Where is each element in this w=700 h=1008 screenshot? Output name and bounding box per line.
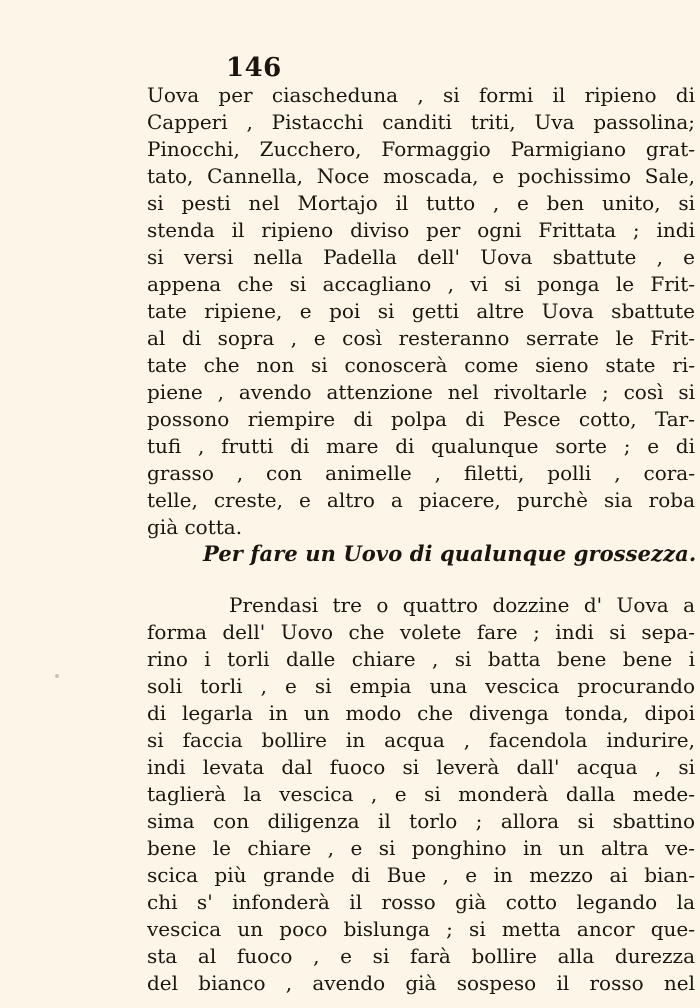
text-line: taglierà la vescica , e si monderà dalla mede- (147, 782, 695, 806)
text-line: tato, Cannella, Noce moscada, e pochissimo Sale, (147, 164, 695, 188)
text-line: bene le chiare , e si ponghino in un altra ve- (147, 836, 695, 860)
text-line: al di sopra , e così resteranno serrate le Frit- (147, 326, 695, 350)
text-line: chi s' infonderà il rosso già cotto legando la (147, 890, 695, 914)
text-line: rino i torli dalle chiare , si batta bene bene i (147, 647, 695, 671)
text-line: già cotta. (147, 515, 243, 539)
text-line: tate ripiene, e poi si getti altre Uova sbattute (147, 299, 695, 323)
text-line: indi levata dal fuoco si leverà dall' acqua , si (147, 755, 695, 779)
text-line: sta al fuoco , e si farà bollire alla durezza (147, 944, 695, 968)
egg-recipe-paragraph (147, 592, 695, 997)
text-line: scica più grande di Bue , e in mezzo ai bian- (147, 863, 695, 887)
text-line: Pinocchi, Zucchero, Formaggio Parmigiano grat- (147, 137, 695, 161)
section-heading: Per fare un Uovo di qualunque grossezza. (203, 541, 697, 566)
recipe-continuation-paragraph (147, 82, 695, 541)
text-line: stenda il ripieno diviso per ogni Frittata ; indi (147, 218, 695, 242)
text-line: si versi nella Padella dell' Uova sbattute , e (147, 245, 695, 269)
text-line: si pesti nel Mortajo il tutto , e ben unito, si (147, 191, 695, 215)
text-line: Prendasi tre o quattro dozzine d' Uova a (229, 593, 695, 617)
text-line: vescica un poco bislunga ; si metta ancor que- (147, 917, 695, 941)
text-line: tufi , frutti di mare di qualunque sorte ; e di (147, 434, 695, 458)
text-line: del bianco , avendo già sospeso il rosso nel (147, 971, 695, 995)
text-line: sima con diligenza il torlo ; allora si sbattino (147, 809, 695, 833)
text-line: telle, creste, e altro a piacere, purchè sia roba (147, 488, 695, 512)
text-line: appena che si accagliano , vi si ponga le Frit- (147, 272, 695, 296)
text-line: si faccia bollire in acqua , facendola indurire, (147, 728, 695, 752)
text-line: Uova per ciascheduna , si formi il ripieno di (147, 83, 695, 107)
text-line: forma dell' Uovo che volete fare ; indi si sepa- (147, 620, 695, 644)
text-line: soli torli , e si empia una vescica procurando (147, 674, 695, 698)
text-line: piene , avendo attenzione nel rivoltarle ; così si (147, 380, 695, 404)
text-line: Capperi , Pistacchi canditi triti, Uva passolina; (147, 110, 695, 134)
text-line: grasso , con animelle , filetti, polli , cora- (147, 461, 695, 485)
page-number: 146 (226, 53, 282, 83)
text-line: possono riempire di polpa di Pesce cotto, Tar- (147, 407, 695, 431)
text-line: di legarla in un modo che divenga tonda, dipoi (147, 701, 695, 725)
ink-spot (55, 674, 59, 678)
text-line: tate che non si conoscerà come sieno state ri- (147, 353, 695, 377)
